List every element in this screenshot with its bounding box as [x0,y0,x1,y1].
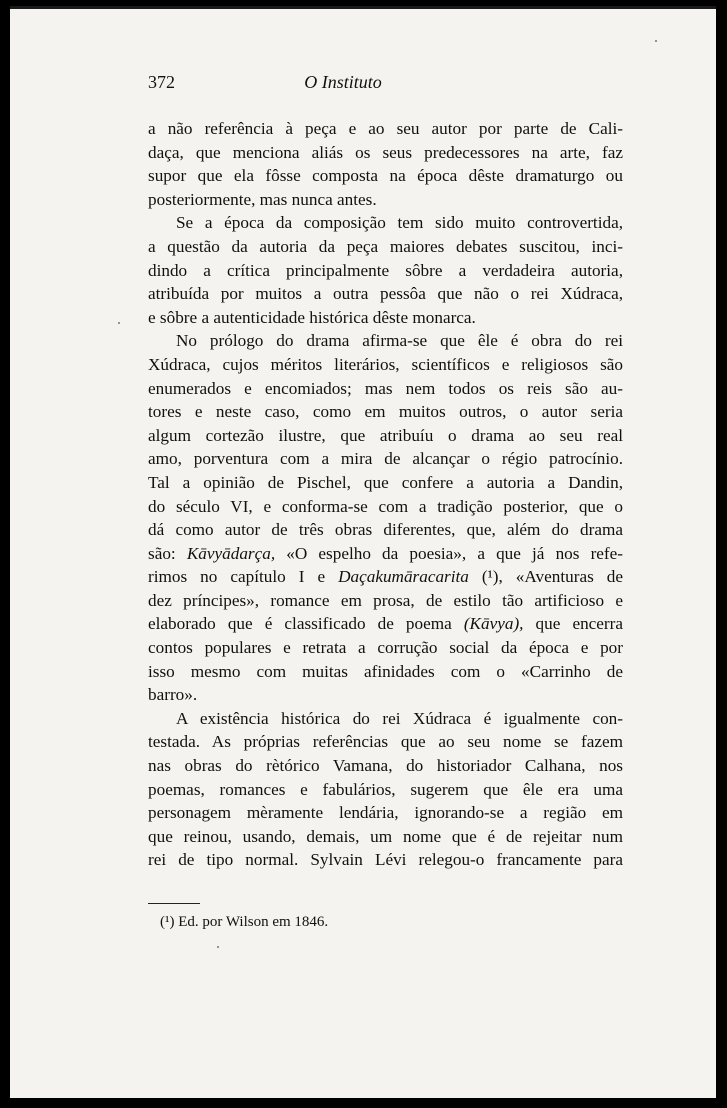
paper-speck [655,40,657,42]
text-line: do século VI, e conforma-se com a tradição posterior, que o [148,496,623,516]
text-line [148,542,623,566]
text-span: são: [148,543,187,563]
text-line: testada. As próprias referências que ao seu nome se fazem [148,732,623,752]
text-line: enumerados e encomiados; mas nem todos os reis são au- [148,378,623,398]
text-line: personagem mèramente lendária, ignorando-se a região em [148,803,623,823]
text-line: Xúdraca, cujos méritos literários, scientíficos e religiosos são [148,354,623,374]
text-line: supor que ela fôsse composta na época dêste dramaturgo ou [148,166,623,186]
footnote-divider [148,903,200,904]
text-span: rimos no capítulo I e [148,567,339,587]
text-line: daça, que menciona aliás os seus predecessores na arte, faz [148,142,623,162]
text-line [148,612,623,636]
text-line: a questão da autoria da peça maiores debates suscitou, inci- [148,236,623,256]
text-span: que encerra [523,614,624,634]
running-title: O Instituto [304,72,382,92]
text-line: rei de tipo normal. Sylvain Lévi relegou-o francamente para [148,850,623,870]
page-header [148,72,628,96]
text-line: nas obras do rètórico Vamana, do historiador Calhana, nos [148,756,623,776]
text-line: amo, porventura com a mira de alcançar o régio patrocínio. [148,449,623,469]
footnote: (¹) Ed. por Wilson em 1846. [160,914,329,930]
italic-title: Kāvyādarça, [186,543,276,563]
italic-title: Daçakumāracarita [338,567,469,587]
text-line: contos populares e retrata a corrução social da época e por [148,638,623,658]
text-line: posteriormente, mas nunca antes. [148,189,377,209]
text-line: algum cortezão ilustre, que atribuíu o drama ao seu real [148,425,623,445]
text-line: que reinou, usando, demais, um nome que é de rejeitar num [148,826,623,846]
footnote-ref: (¹), «Aventuras de [468,567,623,587]
italic-title: (Kāvya), [463,614,524,634]
main-text [148,117,623,872]
text-line: Se a época da composição tem sido muito controvertida, [176,213,623,233]
text-line: Tal a opinião de Pischel, que confere a autoria a Dandin, [148,472,623,492]
text-span: elaborado que é classificado de poema [148,614,464,634]
text-line: e sôbre a autenticidade histórica dêste monarca. [148,307,476,327]
text-line [148,565,623,589]
text-line: dá como autor de três obras diferentes, que, além do drama [148,520,623,540]
paper-speck [217,946,219,948]
page-number: 372 [148,72,175,92]
text-line: dez príncipes», romance em prosa, de estilo tão artificioso e [148,590,623,610]
text-span: «O espelho da poesia», a que já nos refe- [275,543,624,563]
text-line: isso mesmo com muitas afinidades com o «Carrinho de [148,661,623,681]
paper-speck [118,322,120,324]
text-line: dindo a crítica principalmente sôbre a verdadeira autoria, [148,260,623,280]
text-line: A existência histórica do rei Xúdraca é igualmente con- [176,708,623,728]
text-line: barro». [148,685,198,705]
text-line: a não referência à peça e ao seu autor por parte de Cali- [148,119,623,138]
text-line: No prólogo do drama afirma-se que êle é obra do rei [176,331,623,351]
text-line: atribuída por muitos a outra pessôa que não o rei Xúdraca, [148,284,623,304]
text-line: tores e neste caso, como em muitos outros, o autor seria [148,402,623,422]
text-line: poemas, romances e fabulários, sugerem que êle era uma [148,779,623,799]
